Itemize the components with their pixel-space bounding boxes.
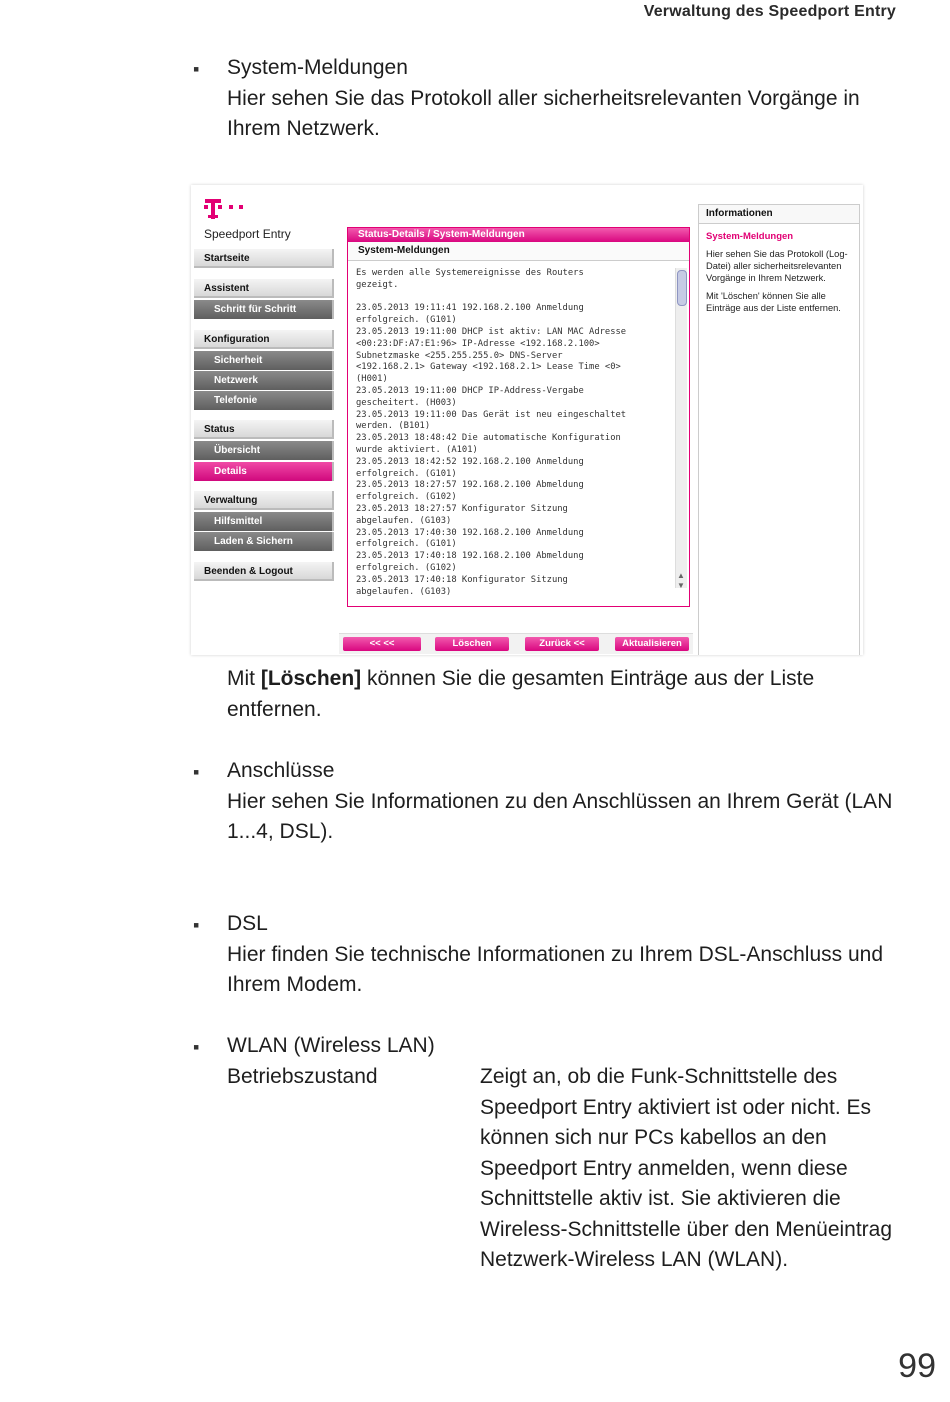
nav-hilfsmittel[interactable]: Hilfsmittel <box>194 512 334 531</box>
log-line: (H001) <box>356 374 388 385</box>
log-line: wurde aktiviert. (A101) <box>356 444 478 455</box>
bullet-icon: ▪ <box>193 59 200 79</box>
log-line: 23.05.2013 18:27:57 192.168.2.100 Abmeldung <box>356 480 584 491</box>
log-line: erfolgreich. (G101) <box>356 539 457 550</box>
log-scrollbar[interactable] <box>675 268 687 588</box>
main-title: Status-Details / System-Meldungen <box>348 228 689 242</box>
nav-status[interactable]: Status <box>194 420 334 439</box>
prev-button[interactable]: << << <box>343 637 421 651</box>
info-text: Mit 'Löschen' können Sie alle Einträge aus der Liste entfernen. <box>706 291 841 313</box>
nav-details[interactable]: Details <box>194 462 334 481</box>
system-log <box>356 268 674 598</box>
log-line: 23.05.2013 19:11:00 DHCP IP-Address-Vergabe <box>356 385 584 396</box>
delete-note-suffix: können Sie die gesamten Einträge aus der Liste <box>361 667 815 690</box>
page-number: 99 <box>898 1347 936 1385</box>
nav-schritt-fuer-schritt[interactable]: Schritt für Schritt <box>194 300 334 319</box>
back-button[interactable]: Zurück << <box>525 637 599 651</box>
wlan-desc-line: Speedport Entry aktiviert ist oder nicht. Es <box>480 1095 872 1119</box>
delete-note-bold: [Löschen] <box>260 667 362 690</box>
nav-verwaltung[interactable]: Verwaltung <box>194 491 334 510</box>
log-line: 23.05.2013 18:42:52 192.168.2.100 Anmeldung <box>356 456 584 467</box>
wlan-desc-line: können sich nur PCs kabellos an den <box>480 1126 827 1149</box>
delete-note-line: entfernen. <box>227 697 322 721</box>
nav-assistent[interactable]: Assistent <box>194 279 334 298</box>
section-desc-line: Ihrem Netzwerk. <box>227 117 380 140</box>
log-line <box>356 292 674 304</box>
nav-beenden-logout[interactable]: Beenden & Logout <box>194 562 334 581</box>
log-line: 23.05.2013 18:48:42 Die automatische Konfiguration <box>356 433 621 444</box>
log-line: erfolgreich. (G102) <box>356 562 457 573</box>
log-line: gezeigt. <box>356 279 399 290</box>
log-line: abgelaufen. (G103) <box>356 586 452 597</box>
section-desc-line: Hier sehen Sie das Protokoll aller sicherheitsrelevanten Vorgänge in <box>227 86 860 110</box>
wlan-desc-line: Netzwerk-Wireless LAN (WLAN). <box>480 1248 789 1271</box>
log-line: 23.05.2013 17:40:18 Konfigurator Sitzung <box>356 574 568 585</box>
running-header: Verwaltung des Speedport Entry <box>643 3 896 20</box>
info-title: Informationen <box>699 205 859 224</box>
bullet-icon: ▪ <box>193 915 200 935</box>
nav-laden-sichern[interactable]: Laden & Sichern <box>194 532 334 551</box>
wlan-desc-line: Speedport Entry anmelden, wenn diese <box>480 1156 848 1180</box>
log-line: werden. (B101) <box>356 421 431 432</box>
wlan-term: Betriebszustand <box>227 1065 378 1088</box>
delete-note <box>227 664 897 725</box>
section-desc-line: 1...4, DSL). <box>227 820 334 843</box>
delete-note-prefix: Mit <box>227 667 261 690</box>
product-name: Speedport Entry <box>204 227 291 241</box>
log-line: <00:23:DF:A7:E1:96> IP-Adresse <192.168.2.100> <box>356 338 600 349</box>
info-heading: System-Meldungen <box>706 231 794 242</box>
log-line: 23.05.2013 19:11:41 192.168.2.100 Anmeldung <box>356 303 584 314</box>
nav-telefonie[interactable]: Telefonie <box>194 391 334 410</box>
log-line: Es werden alle Systemereignisse des Routers <box>356 268 584 278</box>
router-ui-screenshot <box>191 185 863 655</box>
section-title: Anschlüsse <box>227 759 335 782</box>
wlan-desc <box>480 1062 900 1276</box>
section-dsl <box>227 909 897 1001</box>
log-line: gescheitert. (H003) <box>356 397 457 408</box>
log-line: erfolgreich. (G101) <box>356 468 457 479</box>
wlan-desc-line: Schnittstelle aktiv ist. Sie aktivieren die <box>480 1187 841 1210</box>
section-system-messages <box>227 53 897 145</box>
refresh-button[interactable]: Aktualisieren <box>615 637 689 651</box>
section-title: System-Meldungen <box>227 56 408 79</box>
bullet-icon: ▪ <box>193 1037 200 1057</box>
section-ports <box>227 756 897 848</box>
nav-netzwerk[interactable]: Netzwerk <box>194 371 334 390</box>
info-text: Hier sehen Sie das Protokoll (Log-Datei) aller sicherheitsrelevanten Vorgänge in Ihrem Netzwerk. <box>706 249 848 283</box>
delete-button[interactable]: Löschen <box>435 637 509 651</box>
nav-sicherheit[interactable]: Sicherheit <box>194 351 334 370</box>
log-line: <192.168.2.1> Gateway <192.168.2.1> Lease Time <0> <box>356 362 621 373</box>
info-panel <box>698 204 860 655</box>
nav-uebersicht[interactable]: Übersicht <box>194 441 334 460</box>
scroll-up-icon[interactable]: ▲ <box>677 571 685 580</box>
log-line: abgelaufen. (G103) <box>356 515 452 526</box>
main-subtitle: System-Meldungen <box>348 242 689 261</box>
button-bar <box>339 633 693 654</box>
section-desc-line: Ihrem Modem. <box>227 973 363 996</box>
nav-startseite[interactable]: Startseite <box>194 249 334 268</box>
section-desc-line: Hier finden Sie technische Informationen zu Ihrem DSL-Anschluss und <box>227 942 884 966</box>
scroll-down-icon[interactable]: ▼ <box>677 581 685 590</box>
log-line: 23.05.2013 19:11:00 Das Gerät ist neu eingeschaltet <box>356 409 627 420</box>
telekom-logo-icon <box>203 197 253 221</box>
section-title: DSL <box>227 912 268 935</box>
log-line: 23.05.2013 19:11:00 DHCP ist aktiv: LAN MAC Adresse <box>356 326 627 337</box>
section-wlan-title: WLAN (Wireless LAN) <box>227 1034 435 1057</box>
log-line: erfolgreich. (G102) <box>356 492 457 503</box>
section-desc-line: Hier sehen Sie Informationen zu den Anschlüssen an Ihrem Gerät (LAN <box>227 789 893 813</box>
wlan-desc-line: Wireless-Schnittstelle über den Menüeintrag <box>480 1217 893 1241</box>
log-line: 23.05.2013 17:40:18 192.168.2.100 Abmeldung <box>356 551 584 562</box>
log-line: 23.05.2013 17:40:30 192.168.2.100 Anmeldung <box>356 527 584 538</box>
main-panel <box>347 227 690 607</box>
log-line: Subnetzmaske <255.255.255.0> DNS-Server <box>356 350 563 361</box>
bullet-icon: ▪ <box>193 762 200 782</box>
delete-note-line <box>227 664 897 695</box>
log-line: erfolgreich. (G101) <box>356 315 457 326</box>
log-line: 23.05.2013 18:27:57 Konfigurator Sitzung <box>356 503 568 514</box>
wlan-desc-line: Zeigt an, ob die Funk-Schnittstelle des <box>480 1065 838 1088</box>
nav-konfiguration[interactable]: Konfiguration <box>194 330 334 349</box>
scroll-thumb[interactable] <box>677 270 687 306</box>
